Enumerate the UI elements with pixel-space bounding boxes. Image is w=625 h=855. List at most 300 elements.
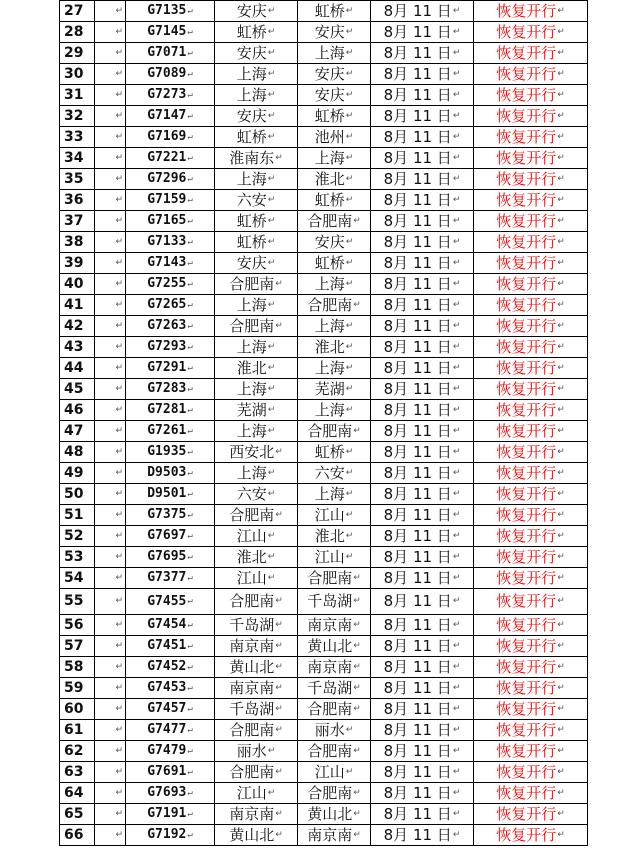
table-row: [60, 699, 588, 720]
paragraph-mark-icon: ↵: [115, 111, 123, 121]
origin-station: [215, 825, 298, 846]
status-text-value: 恢复开行: [496, 170, 557, 188]
service-date-value: 8月 11 日: [383, 527, 452, 545]
status-text-value: 恢复开行: [496, 569, 557, 587]
paragraph-mark-icon: ↵: [557, 596, 565, 606]
destination-station: [298, 127, 371, 148]
service-date-value: 8月 11 日: [383, 128, 452, 146]
paragraph-mark-icon: ↵: [345, 510, 354, 520]
paragraph-mark-icon: ↵: [187, 48, 193, 58]
destination-station: [298, 804, 371, 825]
row-number-value: 29: [64, 45, 84, 61]
service-date-value: 8月 11 日: [383, 380, 452, 398]
service-date: [371, 253, 474, 274]
paragraph-mark-icon: ↵: [452, 510, 461, 520]
paragraph-mark-icon: ↵: [187, 683, 193, 693]
service-date: [371, 64, 474, 85]
row-number: [60, 64, 95, 85]
destination-station: [298, 337, 371, 358]
paragraph-mark-icon: ↵: [452, 662, 461, 672]
train-number: [126, 253, 215, 274]
destination-station: [298, 547, 371, 568]
paragraph-mark-icon: ↵: [345, 237, 354, 247]
paragraph-mark-icon: ↵: [557, 662, 565, 672]
destination-station: [298, 568, 371, 589]
paragraph-mark-icon: ↵: [115, 258, 123, 268]
status-text: [474, 400, 588, 421]
origin-station: [215, 783, 298, 804]
status-text: [474, 505, 588, 526]
destination-station-value: 江山: [314, 506, 345, 524]
row-number: [60, 678, 95, 699]
service-date-value: 8月 11 日: [383, 65, 452, 83]
paragraph-mark-icon: ↵: [557, 321, 565, 331]
table-row: [60, 85, 588, 106]
service-date-value: 8月 11 日: [383, 784, 452, 802]
train-number-value: G7191: [147, 806, 187, 821]
origin-station-value: 合肥南: [229, 721, 275, 739]
paragraph-mark-icon: ↵: [353, 704, 361, 714]
status-text: [474, 64, 588, 85]
destination-station: [298, 720, 371, 741]
status-text-value: 恢复开行: [496, 359, 557, 377]
paragraph-mark-icon: ↵: [345, 321, 354, 331]
service-date-value: 8月 11 日: [383, 233, 452, 251]
destination-station-value: 上海: [314, 317, 345, 335]
paragraph-mark-icon: ↵: [275, 620, 283, 630]
status-text-value: 恢复开行: [496, 380, 557, 398]
destination-station-value: 丽水: [314, 721, 345, 739]
paragraph-mark-icon: ↵: [187, 69, 193, 79]
paragraph-mark-icon: ↵: [557, 552, 565, 562]
destination-station: [298, 64, 371, 85]
destination-station: [298, 825, 371, 846]
status-text-value: 恢复开行: [496, 679, 557, 697]
train-number-value: G7192: [147, 827, 187, 842]
paragraph-mark-icon: ↵: [187, 489, 193, 499]
paragraph-mark-icon: ↵: [267, 111, 276, 121]
paragraph-mark-icon: ↵: [557, 531, 565, 541]
train-number-value: G7261: [147, 423, 187, 438]
paragraph-mark-icon: ↵: [267, 174, 276, 184]
blank-cell: [95, 442, 126, 463]
destination-station: [298, 148, 371, 169]
service-date: [371, 783, 474, 804]
destination-station: [298, 526, 371, 547]
paragraph-mark-icon: ↵: [557, 132, 565, 142]
paragraph-mark-icon: ↵: [353, 641, 361, 651]
paragraph-mark-icon: ↵: [345, 111, 354, 121]
paragraph-mark-icon: ↵: [345, 153, 354, 163]
service-date: [371, 190, 474, 211]
paragraph-mark-icon: ↵: [345, 405, 354, 415]
blank-cell: [95, 43, 126, 64]
paragraph-mark-icon: ↵: [353, 216, 361, 226]
service-date: [371, 211, 474, 232]
origin-station: [215, 463, 298, 484]
row-number-value: 65: [64, 806, 84, 822]
paragraph-mark-icon: ↵: [115, 596, 123, 606]
destination-station: [298, 379, 371, 400]
table-row: [60, 316, 588, 337]
origin-station: [215, 589, 298, 615]
blank-cell: [95, 615, 126, 636]
train-number: [126, 526, 215, 547]
paragraph-mark-icon: ↵: [187, 27, 193, 37]
train-number-value: G7147: [147, 108, 187, 123]
paragraph-mark-icon: ↵: [557, 153, 565, 163]
train-number: [126, 783, 215, 804]
status-text: [474, 379, 588, 400]
row-number-value: 32: [64, 108, 84, 124]
paragraph-mark-icon: ↵: [187, 447, 193, 457]
destination-station-value: 合肥南: [307, 422, 353, 440]
paragraph-mark-icon: ↵: [345, 279, 354, 289]
origin-station-value: 江山: [236, 569, 267, 587]
paragraph-mark-icon: ↵: [557, 174, 565, 184]
row-number-value: 66: [64, 827, 84, 843]
destination-station-value: 六安: [314, 464, 345, 482]
status-text-value: 恢复开行: [496, 721, 557, 739]
status-text: [474, 253, 588, 274]
train-number: [126, 442, 215, 463]
destination-station: [298, 783, 371, 804]
status-text: [474, 106, 588, 127]
origin-station: [215, 568, 298, 589]
service-date-value: 8月 11 日: [383, 679, 452, 697]
origin-station-value: 淮北: [236, 548, 267, 566]
origin-station-value: 芜湖: [236, 401, 267, 419]
origin-station-value: 六安: [236, 485, 267, 503]
row-number: [60, 484, 95, 505]
service-date-value: 8月 11 日: [383, 592, 452, 610]
origin-station: [215, 421, 298, 442]
status-text: [474, 463, 588, 484]
paragraph-mark-icon: ↵: [267, 468, 276, 478]
paragraph-mark-icon: ↵: [187, 321, 193, 331]
blank-cell: [95, 678, 126, 699]
status-text: [474, 657, 588, 678]
table-row: [60, 463, 588, 484]
service-date: [371, 825, 474, 846]
table-row: [60, 1, 588, 22]
table-row: [60, 232, 588, 253]
paragraph-mark-icon: ↵: [267, 426, 276, 436]
paragraph-mark-icon: ↵: [115, 510, 123, 520]
service-date: [371, 636, 474, 657]
destination-station: [298, 762, 371, 783]
service-date: [371, 274, 474, 295]
paragraph-mark-icon: ↵: [557, 573, 565, 583]
status-text-value: 恢复开行: [496, 506, 557, 524]
paragraph-mark-icon: ↵: [275, 510, 283, 520]
status-text: [474, 169, 588, 190]
paragraph-mark-icon: ↵: [267, 489, 276, 499]
paragraph-mark-icon: ↵: [115, 620, 123, 630]
paragraph-mark-icon: ↵: [187, 830, 193, 840]
destination-station-value: 合肥南: [307, 700, 353, 718]
row-number: [60, 825, 95, 846]
paragraph-mark-icon: ↵: [452, 258, 461, 268]
service-date: [371, 169, 474, 190]
paragraph-mark-icon: ↵: [557, 342, 565, 352]
paragraph-mark-icon: ↵: [452, 489, 461, 499]
paragraph-mark-icon: ↵: [557, 683, 565, 693]
table-row: [60, 421, 588, 442]
service-date-value: 8月 11 日: [383, 485, 452, 503]
destination-station: [298, 316, 371, 337]
service-date-value: 8月 11 日: [383, 548, 452, 566]
status-text-value: 恢复开行: [496, 317, 557, 335]
row-number: [60, 274, 95, 295]
paragraph-mark-icon: ↵: [557, 426, 565, 436]
row-number-value: 44: [64, 360, 84, 376]
status-text-value: 恢复开行: [496, 233, 557, 251]
paragraph-mark-icon: ↵: [557, 258, 565, 268]
status-text-value: 恢复开行: [496, 826, 557, 844]
service-date-value: 8月 11 日: [383, 170, 452, 188]
paragraph-mark-icon: ↵: [187, 788, 193, 798]
paragraph-mark-icon: ↵: [187, 174, 193, 184]
blank-cell: [95, 547, 126, 568]
paragraph-mark-icon: ↵: [452, 90, 461, 100]
service-date: [371, 741, 474, 762]
blank-cell: [95, 463, 126, 484]
paragraph-mark-icon: ↵: [452, 447, 461, 457]
blank-cell: [95, 484, 126, 505]
status-text: [474, 783, 588, 804]
destination-station-value: 江山: [314, 548, 345, 566]
destination-station: [298, 484, 371, 505]
destination-station: [298, 636, 371, 657]
row-number: [60, 463, 95, 484]
train-number-value: G7255: [147, 276, 187, 291]
origin-station-value: 上海: [236, 65, 267, 83]
table-row: [60, 505, 588, 526]
origin-station-value: 上海: [236, 86, 267, 104]
destination-station-value: 淮北: [314, 338, 345, 356]
paragraph-mark-icon: ↵: [557, 468, 565, 478]
row-number: [60, 358, 95, 379]
paragraph-mark-icon: ↵: [452, 552, 461, 562]
origin-station-value: 安庆: [236, 44, 267, 62]
paragraph-mark-icon: ↵: [353, 683, 361, 693]
service-date-value: 8月 11 日: [383, 2, 452, 20]
row-number-value: 54: [64, 570, 84, 586]
row-number-value: 36: [64, 192, 84, 208]
service-date-value: 8月 11 日: [383, 359, 452, 377]
origin-station-value: 丽水: [236, 742, 267, 760]
destination-station: [298, 657, 371, 678]
service-date: [371, 547, 474, 568]
paragraph-mark-icon: ↵: [353, 662, 361, 672]
destination-station: [298, 253, 371, 274]
paragraph-mark-icon: ↵: [353, 620, 361, 630]
row-number: [60, 1, 95, 22]
paragraph-mark-icon: ↵: [452, 384, 461, 394]
paragraph-mark-icon: ↵: [115, 468, 123, 478]
table-row: [60, 804, 588, 825]
destination-station-value: 南京南: [307, 658, 353, 676]
paragraph-mark-icon: ↵: [115, 531, 123, 541]
paragraph-mark-icon: ↵: [267, 384, 276, 394]
paragraph-mark-icon: ↵: [187, 195, 193, 205]
service-date: [371, 657, 474, 678]
destination-station-value: 芜湖: [314, 380, 345, 398]
paragraph-mark-icon: ↵: [353, 426, 361, 436]
destination-station-value: 安庆: [314, 23, 345, 41]
status-text-value: 恢复开行: [496, 548, 557, 566]
origin-station-value: 江山: [236, 784, 267, 802]
row-number: [60, 636, 95, 657]
row-number: [60, 190, 95, 211]
origin-station: [215, 762, 298, 783]
row-number-value: 47: [64, 423, 84, 439]
destination-station-value: 合肥南: [307, 296, 353, 314]
paragraph-mark-icon: ↵: [187, 573, 193, 583]
table-row: [60, 547, 588, 568]
paragraph-mark-icon: ↵: [345, 90, 354, 100]
paragraph-mark-icon: ↵: [115, 69, 123, 79]
origin-station: [215, 106, 298, 127]
status-text-value: 恢复开行: [496, 275, 557, 293]
blank-cell: [95, 169, 126, 190]
row-number: [60, 505, 95, 526]
paragraph-mark-icon: ↵: [452, 426, 461, 436]
service-date: [371, 699, 474, 720]
service-date: [371, 148, 474, 169]
status-text-value: 恢复开行: [496, 254, 557, 272]
service-date: [371, 589, 474, 615]
status-text: [474, 804, 588, 825]
destination-station-value: 虹桥: [314, 107, 345, 125]
origin-station-value: 上海: [236, 380, 267, 398]
paragraph-mark-icon: ↵: [452, 641, 461, 651]
row-number: [60, 22, 95, 43]
origin-station: [215, 148, 298, 169]
table-row: [60, 484, 588, 505]
row-number: [60, 106, 95, 127]
paragraph-mark-icon: ↵: [353, 573, 361, 583]
paragraph-mark-icon: ↵: [353, 788, 361, 798]
service-date-value: 8月 11 日: [383, 826, 452, 844]
status-text-value: 恢复开行: [496, 700, 557, 718]
blank-cell: [95, 274, 126, 295]
paragraph-mark-icon: ↵: [345, 258, 354, 268]
status-text-value: 恢复开行: [496, 616, 557, 634]
paragraph-mark-icon: ↵: [267, 216, 276, 226]
paragraph-mark-icon: ↵: [557, 704, 565, 714]
destination-station: [298, 741, 371, 762]
paragraph-mark-icon: ↵: [115, 405, 123, 415]
row-number: [60, 741, 95, 762]
train-number: [126, 190, 215, 211]
paragraph-mark-icon: ↵: [275, 596, 283, 606]
train-number-value: G7693: [147, 785, 187, 800]
service-date-value: 8月 11 日: [383, 658, 452, 676]
paragraph-mark-icon: ↵: [452, 195, 461, 205]
table-row: [60, 106, 588, 127]
paragraph-mark-icon: ↵: [452, 573, 461, 583]
paragraph-mark-icon: ↵: [115, 447, 123, 457]
blank-cell: [95, 127, 126, 148]
paragraph-mark-icon: ↵: [275, 725, 283, 735]
paragraph-mark-icon: ↵: [452, 596, 461, 606]
paragraph-mark-icon: ↵: [557, 809, 565, 819]
paragraph-mark-icon: ↵: [452, 531, 461, 541]
train-number-value: G7165: [147, 213, 187, 228]
paragraph-mark-icon: ↵: [345, 363, 354, 373]
paragraph-mark-icon: ↵: [187, 132, 193, 142]
origin-station-value: 千岛湖: [229, 616, 275, 634]
service-date: [371, 22, 474, 43]
paragraph-mark-icon: ↵: [187, 216, 193, 226]
train-number-value: G7143: [147, 255, 187, 270]
paragraph-mark-icon: ↵: [267, 531, 276, 541]
paragraph-mark-icon: ↵: [452, 237, 461, 247]
status-text-value: 恢复开行: [496, 86, 557, 104]
train-number: [126, 64, 215, 85]
status-text: [474, 211, 588, 232]
destination-station: [298, 615, 371, 636]
train-number: [126, 379, 215, 400]
table-row: [60, 762, 588, 783]
destination-station: [298, 169, 371, 190]
row-number-value: 30: [64, 66, 84, 82]
service-date: [371, 85, 474, 106]
row-number-value: 40: [64, 276, 84, 292]
paragraph-mark-icon: ↵: [557, 384, 565, 394]
table-row: [60, 148, 588, 169]
table-row: [60, 400, 588, 421]
row-number: [60, 337, 95, 358]
table-row: [60, 783, 588, 804]
train-number-value: G7221: [147, 150, 187, 165]
paragraph-mark-icon: ↵: [267, 746, 276, 756]
origin-station: [215, 43, 298, 64]
status-text: [474, 1, 588, 22]
paragraph-mark-icon: ↵: [267, 195, 276, 205]
row-number: [60, 148, 95, 169]
row-number-value: 37: [64, 213, 84, 229]
destination-station-value: 上海: [314, 401, 345, 419]
destination-station-value: 安庆: [314, 86, 345, 104]
status-text-value: 恢复开行: [496, 338, 557, 356]
paragraph-mark-icon: ↵: [187, 384, 193, 394]
paragraph-mark-icon: ↵: [557, 237, 565, 247]
paragraph-mark-icon: ↵: [275, 704, 283, 714]
status-text: [474, 421, 588, 442]
destination-station-value: 黄山北: [307, 637, 353, 655]
train-number-value: G7453: [147, 680, 187, 695]
status-text: [474, 825, 588, 846]
table-row: [60, 678, 588, 699]
destination-station: [298, 85, 371, 106]
train-number: [126, 505, 215, 526]
paragraph-mark-icon: ↵: [115, 279, 123, 289]
row-number-value: 41: [64, 297, 84, 313]
table-row: [60, 64, 588, 85]
paragraph-mark-icon: ↵: [557, 6, 565, 16]
blank-cell: [95, 379, 126, 400]
origin-station: [215, 358, 298, 379]
origin-station: [215, 22, 298, 43]
blank-cell: [95, 295, 126, 316]
paragraph-mark-icon: ↵: [452, 830, 461, 840]
train-number: [126, 274, 215, 295]
paragraph-mark-icon: ↵: [557, 69, 565, 79]
origin-station: [215, 379, 298, 400]
